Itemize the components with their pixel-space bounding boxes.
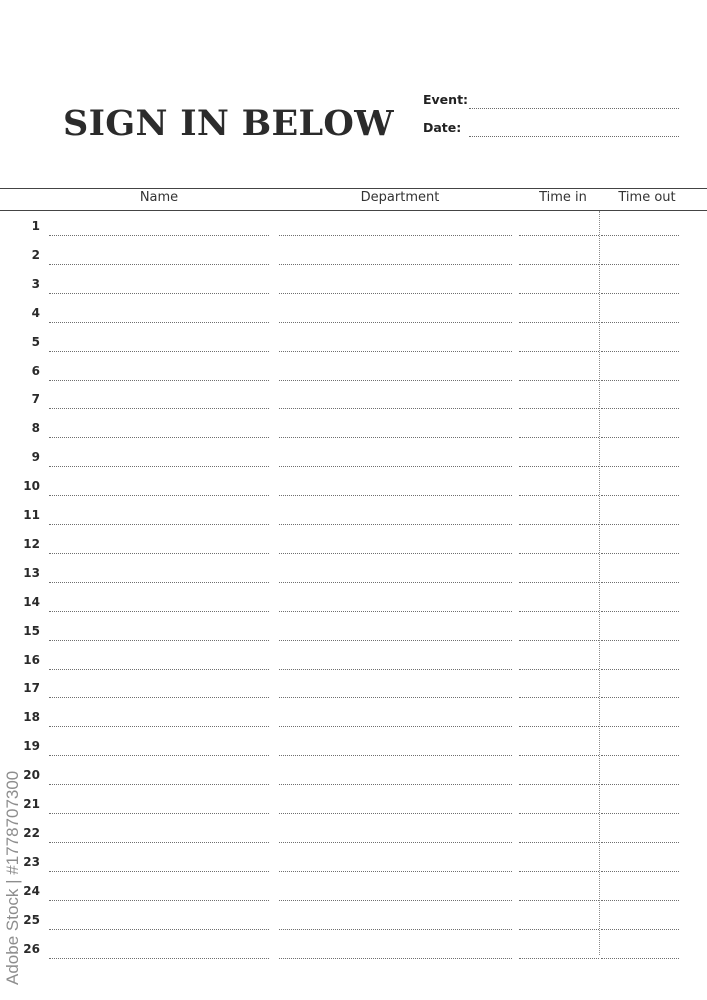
- time-out-entry-line[interactable]: [601, 524, 679, 525]
- time-in-entry-line[interactable]: [519, 958, 599, 959]
- time-in-entry-line[interactable]: [519, 293, 599, 294]
- time-in-entry-line[interactable]: [519, 437, 599, 438]
- time-out-entry-line[interactable]: [601, 495, 679, 496]
- name-entry-line[interactable]: [49, 293, 269, 294]
- department-entry-line[interactable]: [279, 640, 512, 641]
- table-row: [0, 357, 707, 386]
- row-number: 9: [31, 450, 40, 465]
- row-number: 7: [31, 392, 40, 407]
- time-out-entry-line[interactable]: [601, 871, 679, 872]
- table-row: [0, 559, 707, 588]
- row-number: 24: [23, 883, 40, 898]
- name-entry-line[interactable]: [49, 264, 269, 265]
- row-number: 11: [23, 508, 40, 522]
- table-row: [0, 906, 707, 935]
- department-entry-line[interactable]: [279, 351, 512, 352]
- event-field[interactable]: [423, 92, 679, 112]
- time-out-entry-line[interactable]: [601, 264, 679, 265]
- time-in-entry-line[interactable]: [519, 900, 599, 901]
- name-entry-line[interactable]: [49, 351, 269, 352]
- time-in-entry-line[interactable]: [519, 640, 599, 641]
- time-in-entry-line[interactable]: [519, 380, 599, 381]
- row-number: 8: [31, 421, 40, 436]
- department-entry-line[interactable]: [279, 524, 512, 525]
- time-in-entry-line[interactable]: [519, 784, 599, 785]
- table-row: [0, 299, 707, 328]
- table-row: [0, 732, 707, 761]
- department-entry-line[interactable]: [279, 871, 512, 872]
- row-number: 17: [23, 681, 40, 696]
- name-entry-line[interactable]: [49, 697, 269, 698]
- name-entry-line[interactable]: [49, 466, 269, 467]
- event-input-line[interactable]: [469, 108, 679, 109]
- time-out-entry-line[interactable]: [601, 900, 679, 901]
- time-out-entry-line[interactable]: [601, 351, 679, 352]
- name-entry-line[interactable]: [49, 813, 269, 814]
- row-number: 15: [23, 623, 40, 638]
- table-row: [0, 241, 707, 270]
- name-entry-line[interactable]: [49, 611, 269, 612]
- table-row: [0, 328, 707, 357]
- row-number: 22: [23, 825, 40, 840]
- row-number: 14: [23, 594, 40, 609]
- name-entry-line[interactable]: [49, 408, 269, 409]
- time-out-entry-line[interactable]: [601, 293, 679, 294]
- time-in-entry-line[interactable]: [519, 611, 599, 612]
- table-row: [0, 646, 707, 675]
- row-number: 1: [31, 219, 40, 233]
- table-row: [0, 848, 707, 877]
- row-number: 21: [23, 797, 40, 811]
- table-header-top-rule: [0, 188, 707, 189]
- row-number: 2: [31, 247, 40, 262]
- name-entry-line[interactable]: [49, 755, 269, 756]
- name-entry-line[interactable]: [49, 640, 269, 641]
- time-in-entry-line[interactable]: [519, 553, 599, 554]
- time-out-entry-line[interactable]: [601, 235, 679, 236]
- department-entry-line[interactable]: [279, 582, 512, 583]
- table-row: [0, 790, 707, 819]
- time-out-entry-line[interactable]: [601, 784, 679, 785]
- name-entry-line[interactable]: [49, 495, 269, 496]
- time-out-entry-line[interactable]: [601, 553, 679, 554]
- department-entry-line[interactable]: [279, 322, 512, 323]
- table-row: [0, 819, 707, 848]
- date-input-line[interactable]: [469, 136, 679, 137]
- row-number: 13: [23, 565, 40, 580]
- table-header-bottom-rule: [0, 210, 707, 211]
- time-out-entry-line[interactable]: [601, 669, 679, 670]
- department-entry-line[interactable]: [279, 784, 512, 785]
- time-out-entry-line[interactable]: [601, 322, 679, 323]
- row-number: 12: [23, 536, 40, 551]
- department-entry-line[interactable]: [279, 726, 512, 727]
- time-in-entry-line[interactable]: [519, 235, 599, 236]
- department-entry-line[interactable]: [279, 380, 512, 381]
- time-in-entry-line[interactable]: [519, 264, 599, 265]
- department-entry-line[interactable]: [279, 495, 512, 496]
- table-row: [0, 877, 707, 906]
- table-row: [0, 761, 707, 790]
- name-entry-line[interactable]: [49, 929, 269, 930]
- department-entry-line[interactable]: [279, 553, 512, 554]
- name-entry-line[interactable]: [49, 380, 269, 381]
- table-row: [0, 617, 707, 646]
- name-entry-line[interactable]: [49, 726, 269, 727]
- row-number: 23: [23, 854, 40, 869]
- table-row: [0, 385, 707, 414]
- table-row: [0, 414, 707, 443]
- date-label: Date:: [423, 120, 462, 135]
- time-in-entry-line[interactable]: [519, 755, 599, 756]
- page-title: SIGN IN BELOW: [63, 103, 394, 144]
- department-entry-line[interactable]: [279, 293, 512, 294]
- row-number: 16: [23, 652, 40, 667]
- time-in-entry-line[interactable]: [519, 726, 599, 727]
- table-row: [0, 703, 707, 732]
- time-out-entry-line[interactable]: [601, 813, 679, 814]
- department-entry-line[interactable]: [279, 755, 512, 756]
- time-in-entry-line[interactable]: [519, 669, 599, 670]
- table-row: [0, 530, 707, 559]
- row-number: 3: [31, 276, 40, 291]
- time-in-entry-line[interactable]: [519, 495, 599, 496]
- name-entry-line[interactable]: [49, 871, 269, 872]
- time-out-entry-line[interactable]: [601, 958, 679, 959]
- time-in-entry-line[interactable]: [519, 524, 599, 525]
- department-entry-line[interactable]: [279, 611, 512, 612]
- row-number: 5: [31, 334, 40, 349]
- table-row: [0, 674, 707, 703]
- department-entry-line[interactable]: [279, 437, 512, 438]
- row-number: 18: [23, 710, 40, 725]
- department-entry-line[interactable]: [279, 842, 512, 843]
- row-number: 19: [23, 739, 40, 754]
- time-in-entry-line[interactable]: [519, 322, 599, 323]
- time-out-entry-line[interactable]: [601, 726, 679, 727]
- time-out-entry-line[interactable]: [601, 929, 679, 930]
- table-row: [0, 501, 707, 530]
- name-entry-line[interactable]: [49, 553, 269, 554]
- department-entry-line[interactable]: [279, 929, 512, 930]
- time-in-entry-line[interactable]: [519, 466, 599, 467]
- department-entry-line[interactable]: [279, 669, 512, 670]
- stock-watermark: Adobe Stock | #1778707300: [3, 770, 22, 985]
- row-number: 6: [31, 363, 40, 378]
- time-in-entry-line[interactable]: [519, 842, 599, 843]
- time-out-entry-line[interactable]: [601, 408, 679, 409]
- row-number: 4: [31, 305, 40, 320]
- department-entry-line[interactable]: [279, 958, 512, 959]
- table-row: [0, 472, 707, 501]
- name-entry-line[interactable]: [49, 842, 269, 843]
- time-out-entry-line[interactable]: [601, 611, 679, 612]
- time-in-entry-line[interactable]: [519, 408, 599, 409]
- time-out-entry-line[interactable]: [601, 380, 679, 381]
- event-label: Event:: [423, 92, 469, 107]
- department-entry-line[interactable]: [279, 697, 512, 698]
- time-out-entry-line[interactable]: [601, 755, 679, 756]
- time-out-entry-line[interactable]: [601, 640, 679, 641]
- row-number: 10: [23, 479, 40, 494]
- column-header-time-out: Time out: [618, 190, 676, 205]
- department-entry-line[interactable]: [279, 813, 512, 814]
- time-in-entry-line[interactable]: [519, 813, 599, 814]
- department-entry-line[interactable]: [279, 466, 512, 467]
- table-row: [0, 935, 707, 964]
- time-in-entry-line[interactable]: [519, 697, 599, 698]
- name-entry-line[interactable]: [49, 900, 269, 901]
- name-entry-line[interactable]: [49, 524, 269, 525]
- name-entry-line[interactable]: [49, 669, 269, 670]
- department-entry-line[interactable]: [279, 264, 512, 265]
- time-out-entry-line[interactable]: [601, 437, 679, 438]
- department-entry-line[interactable]: [279, 900, 512, 901]
- table-row: [0, 212, 707, 241]
- table-row: [0, 443, 707, 472]
- name-entry-line[interactable]: [49, 784, 269, 785]
- name-entry-line[interactable]: [49, 582, 269, 583]
- table-row: [0, 588, 707, 617]
- column-header-name: Name: [139, 190, 179, 205]
- row-number: 25: [23, 912, 40, 927]
- date-field[interactable]: [423, 120, 679, 140]
- time-in-entry-line[interactable]: [519, 871, 599, 872]
- name-entry-line[interactable]: [49, 437, 269, 438]
- time-out-entry-line[interactable]: [601, 466, 679, 467]
- time-in-entry-line[interactable]: [519, 582, 599, 583]
- time-in-entry-line[interactable]: [519, 929, 599, 930]
- column-header-department: Department: [360, 190, 440, 205]
- time-in-entry-line[interactable]: [519, 351, 599, 352]
- name-entry-line[interactable]: [49, 958, 269, 959]
- time-out-entry-line[interactable]: [601, 697, 679, 698]
- time-out-entry-line[interactable]: [601, 582, 679, 583]
- column-header-time-in: Time in: [539, 190, 587, 205]
- department-entry-line[interactable]: [279, 408, 512, 409]
- time-out-entry-line[interactable]: [601, 842, 679, 843]
- department-entry-line[interactable]: [279, 235, 512, 236]
- row-number: 26: [23, 941, 40, 956]
- row-number: 20: [23, 768, 40, 783]
- name-entry-line[interactable]: [49, 322, 269, 323]
- name-entry-line[interactable]: [49, 235, 269, 236]
- table-row: [0, 270, 707, 299]
